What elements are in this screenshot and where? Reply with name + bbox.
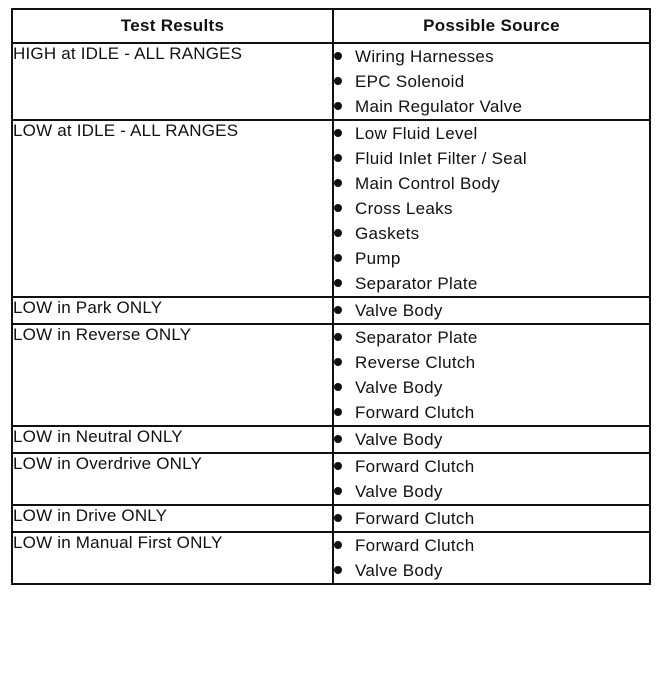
test-result-cell: LOW in Park ONLY (12, 297, 333, 324)
source-label: Forward Clutch (355, 509, 475, 528)
possible-source-cell (333, 324, 650, 426)
source-label: Low Fluid Level (355, 124, 478, 143)
source-list (334, 427, 649, 452)
table-row (12, 532, 650, 584)
table-row (12, 120, 650, 297)
source-list-item (334, 533, 649, 558)
bullet-icon (334, 462, 342, 470)
bullet-icon (334, 408, 342, 416)
source-list-item (334, 298, 649, 323)
source-label: Main Control Body (355, 174, 500, 193)
bullet-icon (334, 435, 342, 443)
source-list (334, 454, 649, 504)
source-list-item (334, 246, 649, 271)
source-label: Cross Leaks (355, 199, 453, 218)
header-test-results: Test Results (12, 9, 333, 43)
bullet-icon (334, 541, 342, 549)
test-result-cell: LOW in Reverse ONLY (12, 324, 333, 426)
source-label: Pump (355, 249, 401, 268)
source-list-item (334, 94, 649, 119)
source-list-item (334, 271, 649, 296)
bullet-icon (334, 383, 342, 391)
source-list-item (334, 171, 649, 196)
source-list (334, 533, 649, 583)
table-row (12, 324, 650, 426)
bullet-icon (334, 52, 342, 60)
source-list-item (334, 69, 649, 94)
source-list (334, 298, 649, 323)
test-result-cell: LOW in Overdrive ONLY (12, 453, 333, 505)
header-possible-source: Possible Source (333, 9, 650, 43)
bullet-icon (334, 179, 342, 187)
table-row (12, 505, 650, 532)
source-label: Forward Clutch (355, 457, 475, 476)
source-list-item (334, 325, 649, 350)
bullet-icon (334, 333, 342, 341)
bullet-icon (334, 306, 342, 314)
source-list-item (334, 479, 649, 504)
bullet-icon (334, 77, 342, 85)
bullet-icon (334, 566, 342, 574)
source-list (334, 506, 649, 531)
bullet-icon (334, 254, 342, 262)
source-label: Gaskets (355, 224, 420, 243)
source-label: Wiring Harnesses (355, 47, 494, 66)
source-list-item (334, 221, 649, 246)
source-label: EPC Solenoid (355, 72, 465, 91)
source-list-item (334, 44, 649, 69)
source-label: Valve Body (355, 378, 443, 397)
source-list-item (334, 558, 649, 583)
table-row (12, 43, 650, 120)
source-label: Fluid Inlet Filter / Seal (355, 149, 527, 168)
bullet-icon (334, 487, 342, 495)
table-row (12, 426, 650, 453)
test-result-cell: LOW at IDLE - ALL RANGES (12, 120, 333, 297)
bullet-icon (334, 154, 342, 162)
source-list-item (334, 196, 649, 221)
source-list-item (334, 400, 649, 425)
bullet-icon (334, 129, 342, 137)
test-result-cell: LOW in Manual First ONLY (12, 532, 333, 584)
test-result-cell: LOW in Neutral ONLY (12, 426, 333, 453)
test-result-cell: LOW in Drive ONLY (12, 505, 333, 532)
possible-source-cell (333, 426, 650, 453)
possible-source-cell (333, 453, 650, 505)
bullet-icon (334, 204, 342, 212)
source-label: Valve Body (355, 561, 443, 580)
possible-source-cell (333, 43, 650, 120)
source-label: Separator Plate (355, 328, 478, 347)
table-row (12, 453, 650, 505)
source-label: Main Regulator Valve (355, 97, 523, 116)
source-label: Reverse Clutch (355, 353, 476, 372)
table-row (12, 297, 650, 324)
bullet-icon (334, 229, 342, 237)
table-body (12, 43, 650, 584)
source-label: Forward Clutch (355, 536, 475, 555)
source-list-item (334, 375, 649, 400)
source-list-item (334, 121, 649, 146)
test-result-cell: HIGH at IDLE - ALL RANGES (12, 43, 333, 120)
source-list (334, 121, 649, 296)
bullet-icon (334, 279, 342, 287)
source-label: Valve Body (355, 301, 443, 320)
source-list-item (334, 506, 649, 531)
possible-source-cell (333, 532, 650, 584)
possible-source-cell (333, 505, 650, 532)
possible-source-cell (333, 120, 650, 297)
source-label: Separator Plate (355, 274, 478, 293)
test-results-table (11, 8, 651, 585)
source-list (334, 325, 649, 425)
source-list (334, 44, 649, 119)
source-list-item (334, 350, 649, 375)
source-list-item (334, 146, 649, 171)
possible-source-cell (333, 297, 650, 324)
source-label: Valve Body (355, 430, 443, 449)
bullet-icon (334, 514, 342, 522)
source-label: Forward Clutch (355, 403, 475, 422)
source-list-item (334, 427, 649, 452)
source-list-item (334, 454, 649, 479)
bullet-icon (334, 102, 342, 110)
source-label: Valve Body (355, 482, 443, 501)
bullet-icon (334, 358, 342, 366)
header-row (12, 9, 650, 43)
